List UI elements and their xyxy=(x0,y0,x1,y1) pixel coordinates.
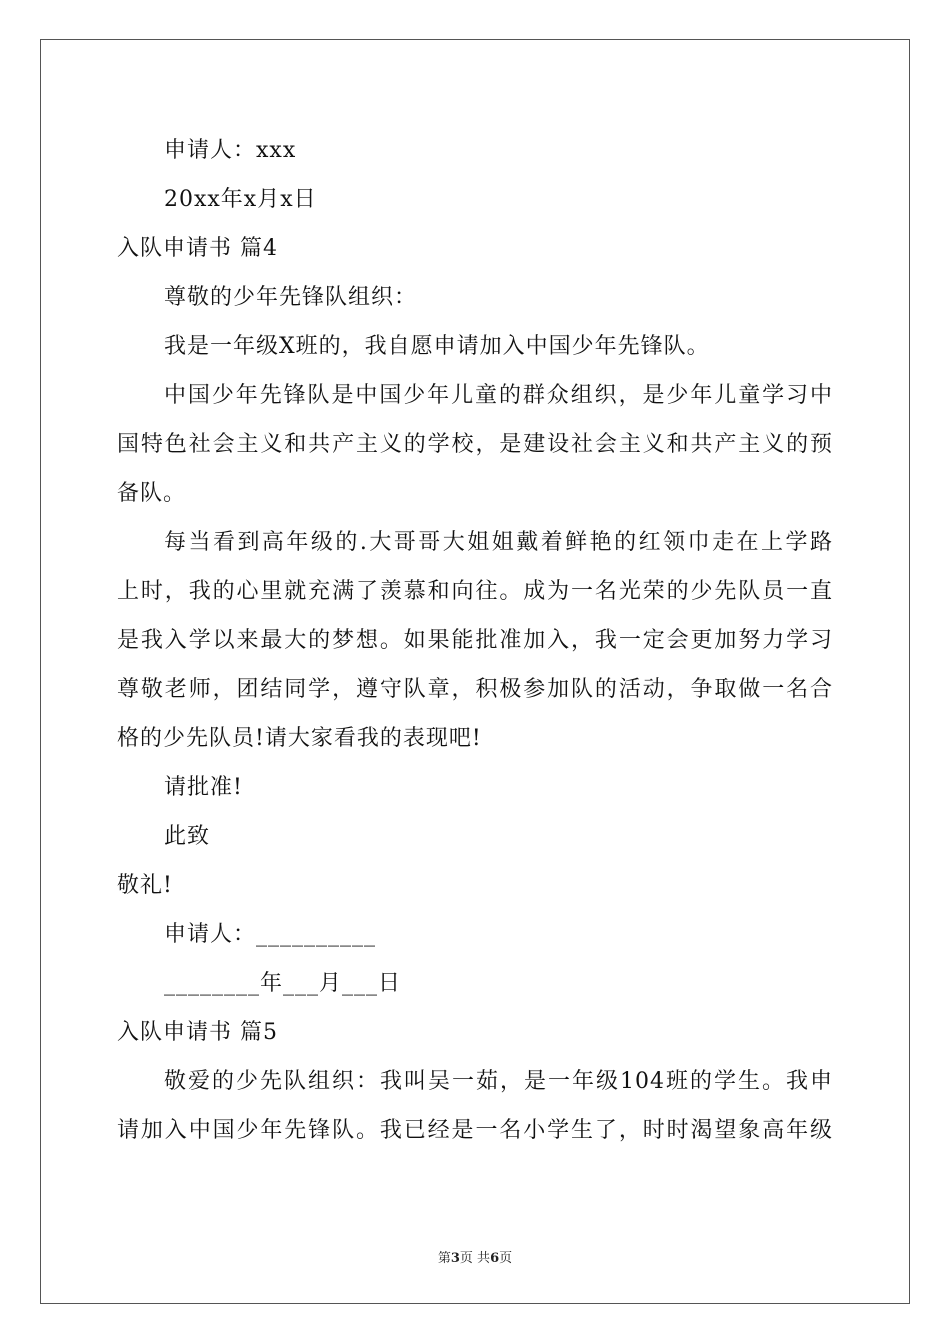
applicant-signature-line: 申请人：__________ xyxy=(164,922,377,947)
section-heading-5: 入队申请书 篇5 xyxy=(117,1020,278,1045)
text-row: 中国少年先锋队是中国少年儿童的群众组织，是少年儿童学习中 xyxy=(164,383,833,408)
regards-line: 敬礼! xyxy=(117,873,173,898)
salutation: 尊敬的少年先锋队组织： xyxy=(164,285,418,310)
text-row: 格的少先队员!请大家看我的表现吧! xyxy=(117,726,482,751)
text-row: 敬爱的少先队组织：我叫吴一茹，是一年级104班的学生。我申 xyxy=(164,1069,833,1094)
paragraph-aspiration xyxy=(117,518,833,763)
text-row: 每当看到高年级的.大哥哥大姐姐戴着鲜艳的红领巾走在上学路 xyxy=(164,530,833,555)
document-body xyxy=(117,126,833,1155)
footer-prefix: 第 xyxy=(437,1251,451,1266)
footer-mid: 页 共 xyxy=(459,1251,491,1266)
text-row: 上时，我的心里就充满了羡慕和向往。成为一名光荣的少先队员一直 xyxy=(117,579,833,604)
paragraph-definition xyxy=(117,371,833,518)
text-row: 备队。 xyxy=(117,481,187,506)
paragraph-section5 xyxy=(117,1057,833,1155)
closing-line: 此致 xyxy=(164,824,211,849)
current-page-number: 3 xyxy=(450,1251,460,1266)
total-page-number: 6 xyxy=(490,1251,500,1266)
page-footer xyxy=(0,1247,950,1266)
approve-line: 请批准! xyxy=(164,775,243,800)
text-row: 是我入学以来最大的梦想。如果能批准加入，我一定会更加努力学习 xyxy=(117,628,833,653)
applicant-line: 申请人：xxx xyxy=(164,138,297,163)
section-heading-4: 入队申请书 篇4 xyxy=(117,236,278,261)
date-line: 20xx年x月x日 xyxy=(164,187,317,212)
paragraph-intro: 我是一年级X班的，我自愿申请加入中国少年先锋队。 xyxy=(164,334,710,359)
text-row: 国特色社会主义和共产主义的学校，是建设社会主义和共产主义的预 xyxy=(117,432,833,457)
text-row: 尊敬老师，团结同学，遵守队章，积极参加队的活动，争取做一名合 xyxy=(117,677,833,702)
footer-suffix: 页 xyxy=(499,1251,513,1266)
date-blank-line: ________年___月___日 xyxy=(164,971,402,996)
text-row: 请加入中国少年先锋队。我已经是一名小学生了，时时渴望象高年级 xyxy=(117,1118,833,1143)
